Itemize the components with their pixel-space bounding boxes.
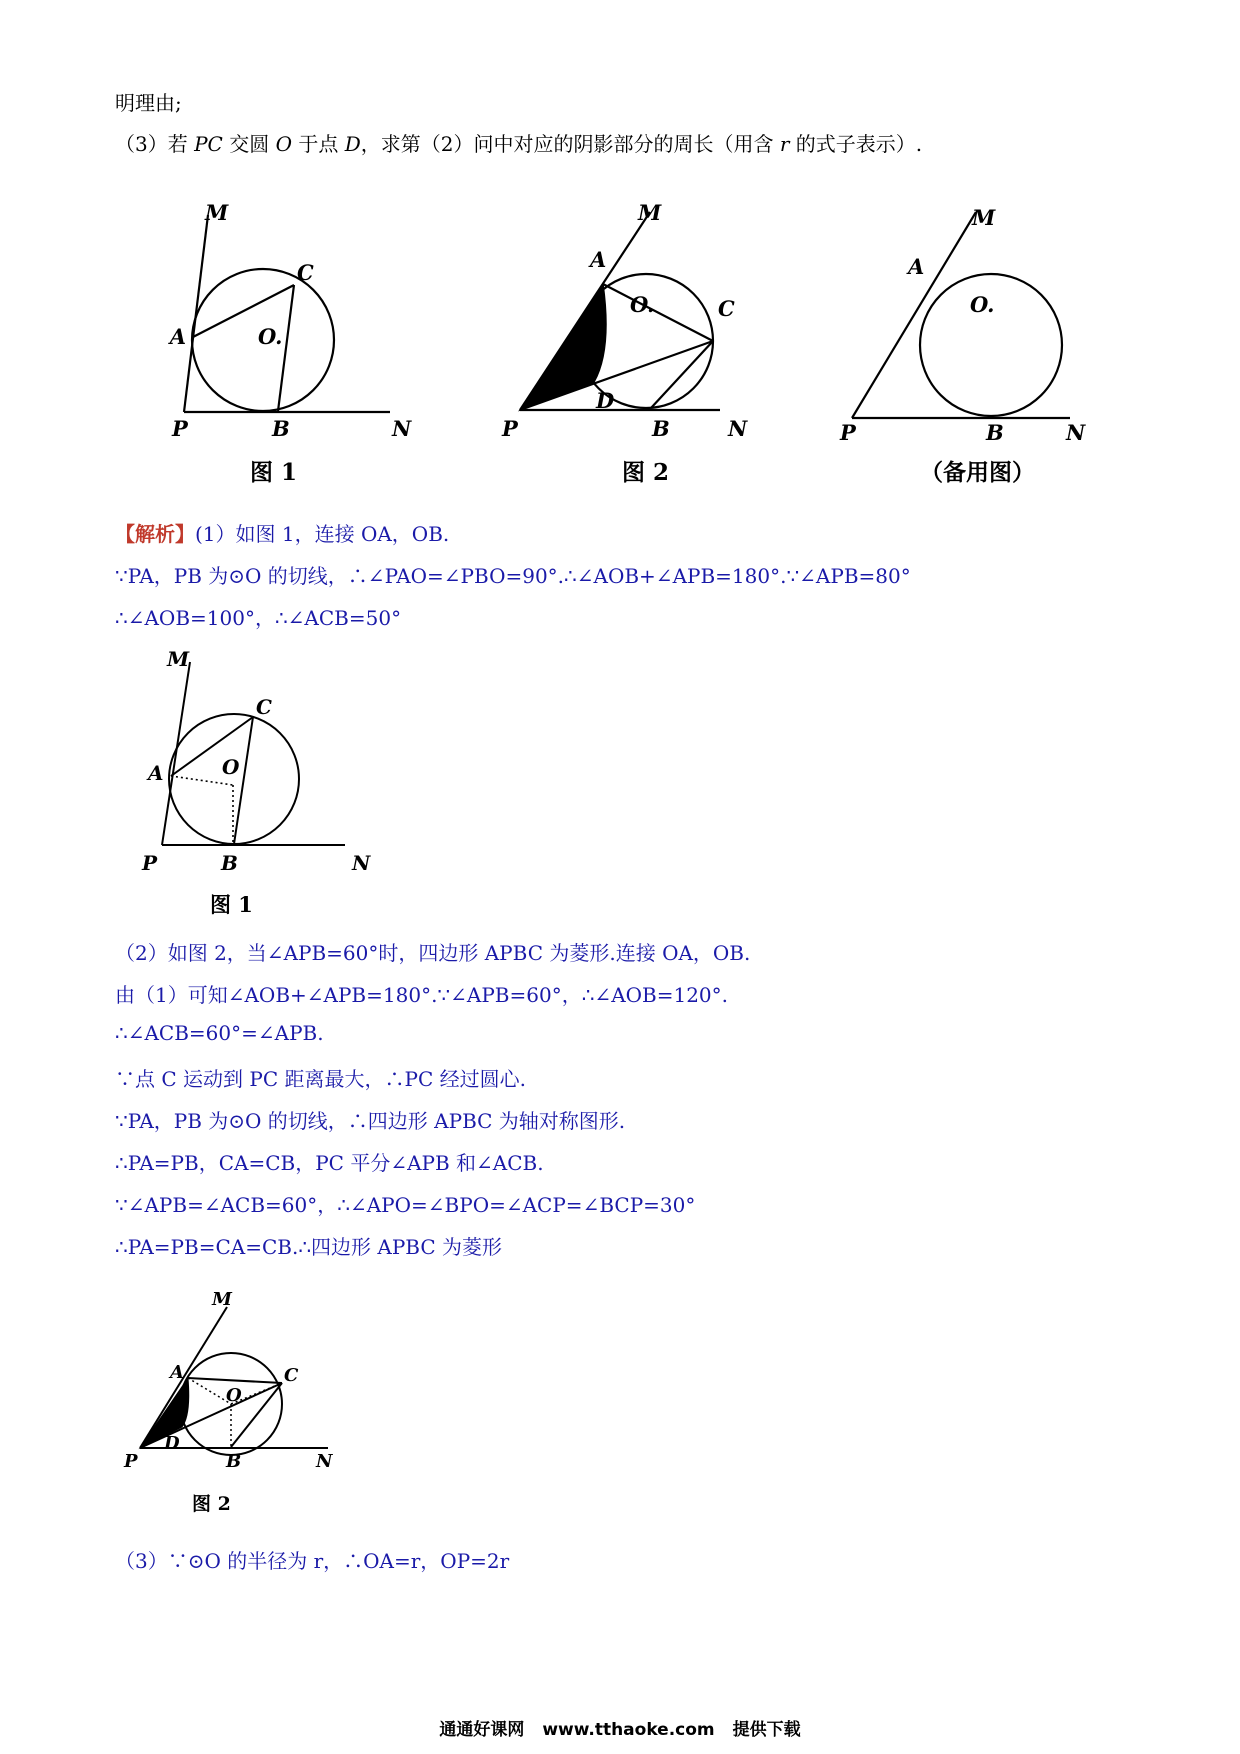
- svg-text:B: B: [652, 416, 670, 441]
- svg-text:N: N: [1066, 420, 1086, 445]
- solution-figure-2-caption: 图 2: [192, 1493, 231, 1515]
- svg-text:M: M: [167, 647, 190, 671]
- svg-text:A: A: [590, 247, 607, 272]
- svg-text:N: N: [352, 851, 371, 875]
- svg-text:O.: O.: [970, 292, 995, 317]
- svg-text:B: B: [226, 1451, 242, 1472]
- figure-2-top: [490, 200, 780, 504]
- figure-2-caption: 图 2: [622, 459, 670, 486]
- svg-text:P: P: [124, 1451, 138, 1472]
- svg-text:O: O: [226, 1385, 242, 1406]
- solution-tag: 【解析】: [115, 522, 195, 546]
- svg-text:P: P: [840, 420, 856, 445]
- svg-text:M: M: [212, 1289, 232, 1310]
- solution-figure-1-caption: 图 1: [210, 892, 253, 917]
- svg-text:A: A: [908, 254, 925, 279]
- solution-line-1: 【解析】(1）如图 1，连接 OA，OB.: [115, 522, 450, 546]
- solution-line-2: ∵PA，PB 为⊙O 的切线，∴∠PAO=∠PBO=90°.∴∠AOB+∠APB=180°.∵∠APB=80°: [115, 564, 911, 588]
- svg-text:O.: O.: [258, 324, 283, 349]
- solution-line-6: ∴∠ACB=60°=∠APB.: [115, 1021, 324, 1045]
- svg-text:N: N: [728, 416, 748, 441]
- svg-text:C: C: [718, 296, 735, 321]
- problem-line-2: （3）若 PC 交圆 O 于点 D，求第（2）问中对应的阴影部分的周长（用含 r 的式子表示）.: [115, 132, 923, 156]
- problem-line-1: 明理由;: [115, 91, 182, 115]
- svg-text:B: B: [272, 416, 290, 441]
- page-footer: [0, 1715, 1240, 1740]
- svg-text:C: C: [284, 1365, 299, 1386]
- svg-text:A: A: [169, 324, 186, 349]
- svg-text:O: O: [222, 755, 240, 779]
- svg-text:N: N: [392, 416, 412, 441]
- svg-text:M: M: [205, 200, 229, 225]
- solution-line-9: ∴PA=PB，CA=CB，PC 平分∠APB 和∠ACB.: [115, 1151, 544, 1175]
- solution-line-12: （3）∵⊙O 的半径为 r，∴OA=r，OP=2r: [115, 1549, 510, 1573]
- svg-text:B: B: [221, 851, 238, 875]
- footer-site-name: 通通好课网: [439, 1720, 525, 1740]
- solution-line-8: ∵PA，PB 为⊙O 的切线，∴四边形 APBC 为轴对称图形.: [115, 1109, 626, 1133]
- figure-1-caption: 图 1: [250, 459, 298, 486]
- svg-text:O.: O.: [630, 292, 655, 317]
- svg-text:P: P: [172, 416, 188, 441]
- footer-suffix: 提供下载: [732, 1720, 801, 1740]
- svg-text:P: P: [502, 416, 518, 441]
- svg-text:P: P: [142, 851, 158, 875]
- figure-3-top: [830, 200, 1110, 504]
- svg-text:C: C: [256, 695, 272, 719]
- footer-url[interactable]: www.tthaoke.com: [542, 1720, 715, 1740]
- solution-figure-2: [120, 1285, 360, 1539]
- svg-text:D: D: [164, 1433, 180, 1454]
- solution-line-7: ∵点 C 运动到 PC 距离最大，∴PC 经过圆心.: [115, 1067, 526, 1091]
- figure-3-caption: （备用图）: [920, 459, 1035, 486]
- svg-text:C: C: [297, 260, 314, 285]
- solution-figure-1: [140, 647, 380, 924]
- solution-line-10: ∵∠APB=∠ACB=60°，∴∠APO=∠BPO=∠ACP=∠BCP=30°: [115, 1193, 696, 1217]
- svg-text:A: A: [148, 761, 164, 785]
- figure-1-top: [160, 200, 420, 504]
- svg-text:B: B: [986, 420, 1004, 445]
- svg-text:D: D: [596, 388, 615, 413]
- solution-line-5: 由（1）可知∠AOB+∠APB=180°.∵∠APB=60°，∴∠AOB=120°.: [115, 983, 729, 1007]
- svg-text:M: M: [638, 200, 662, 225]
- solution-line-4: （2）如图 2，当∠APB=60°时，四边形 APBC 为菱形.连接 OA，OB.: [115, 941, 751, 965]
- svg-text:A: A: [170, 1362, 184, 1383]
- svg-text:M: M: [972, 205, 996, 230]
- solution-line-3: ∴∠AOB=100°，∴∠ACB=50°: [115, 606, 402, 630]
- solution-line-11: ∴PA=PB=CA=CB.∴四边形 APBC 为菱形: [115, 1235, 503, 1259]
- svg-text:N: N: [316, 1451, 333, 1472]
